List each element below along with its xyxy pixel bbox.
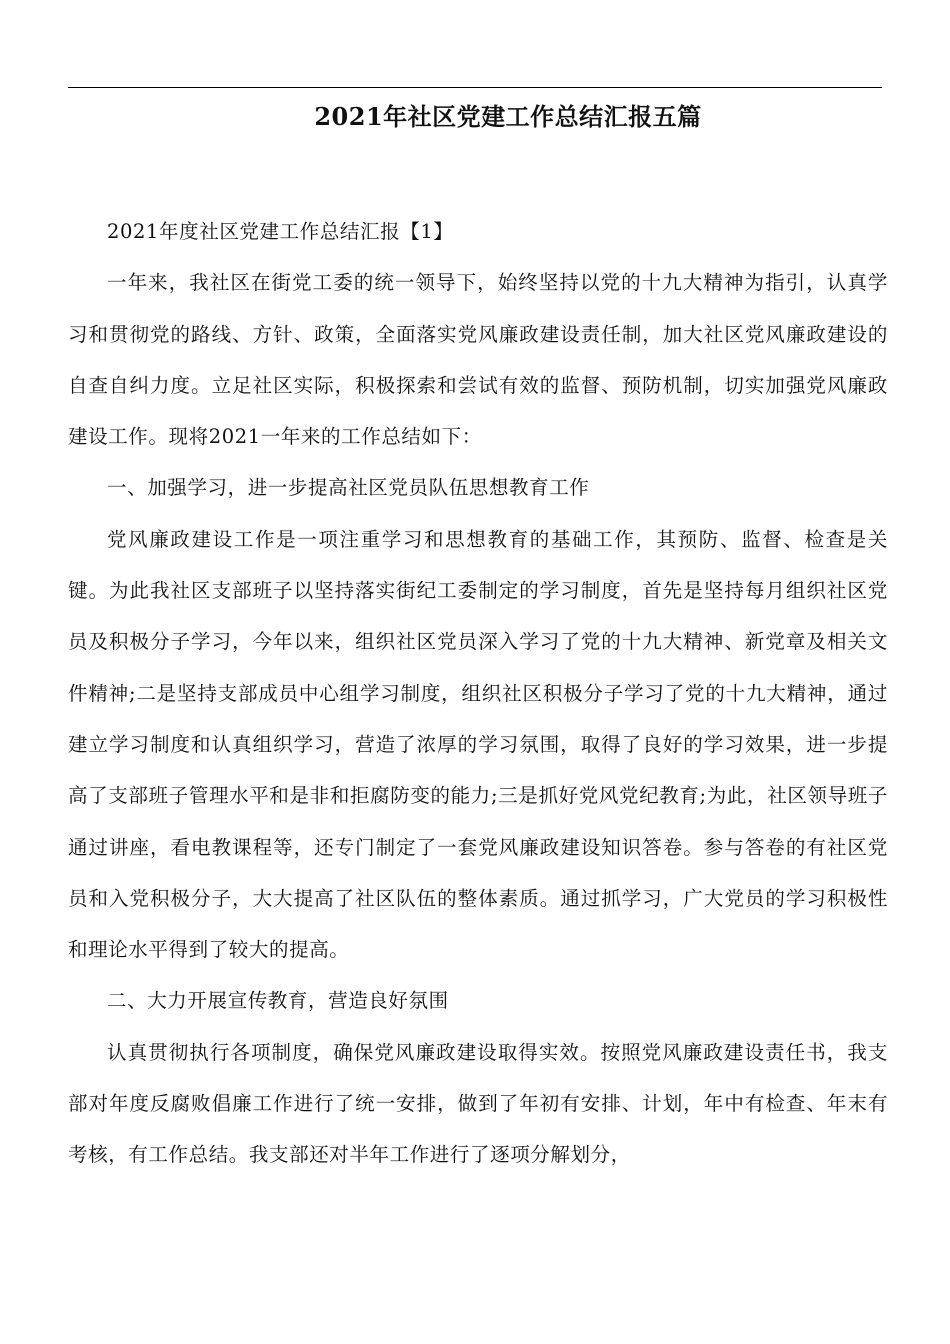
header-rule: [68, 87, 882, 88]
paragraph: 一年来，我社区在街党工委的统一领导下，始终坚持以党的十九大精神为指引，认真学习和贯彻党的路线、方针、政策，全面落实党风廉政建设责任制，加大社区党风廉政建设的自查自纠力度。立足社区实际，积极探索和尝试有效的监督、预防机制，切实加强党风廉政建设工作。现将2021一年来的工作总结如下：: [68, 271, 888, 449]
document-title: 2021年社区党建工作总结汇报五篇: [314, 102, 702, 131]
section-heading: 二、大力开展宣传教育，营造良好氛围: [107, 989, 449, 1013]
document-body: [68, 206, 888, 1181]
paragraph: 党风廉政建设工作是一项注重学习和思想教育的基础工作，其预防、监督、检查是关键。为此我社区支部班子以坚持落实街纪工委制定的学习制度，首先是坚持每月组织社区党员及积极分子学习，今年以来，组织社区党员深入学习了党的十九大精神、新党章及相关文件精神;二是坚持支部成员中心组学习制度，组织社区积极分子学习了党的十九大精神，通过建立学习制度和认真组织学习，营造了浓厚的学习氛围，取得了良好的学习效果，进一步提高了支部班子管理水平和是非和拒腐防变的能力;三是抓好党风党纪教育;为此，社区领导班子通过讲座，看电教课程等，还专门制定了一套党风廉政建设知识答卷。参与答卷的有社区党员和入党积极分子，大大提高了社区队伍的整体素质。通过抓学习，广大党员的学习积极性和理论水平得到了较大的提高。: [68, 527, 888, 962]
section-heading: 2021年度社区党建工作总结汇报【1】: [107, 220, 454, 243]
paragraph: 认真贯彻执行各项制度，确保党风廉政建设取得实效。按照党风廉政建设责任书，我支部对年度反腐败倡廉工作进行了统一安排，做到了年初有安排、计划，年中有检查、年末有考核，有工作总结。我支部还对半年工作进行了逐项分解划分，: [68, 1040, 888, 1167]
section-heading: 一、加强学习，进一步提高社区党员队伍思想教育工作: [107, 476, 590, 500]
